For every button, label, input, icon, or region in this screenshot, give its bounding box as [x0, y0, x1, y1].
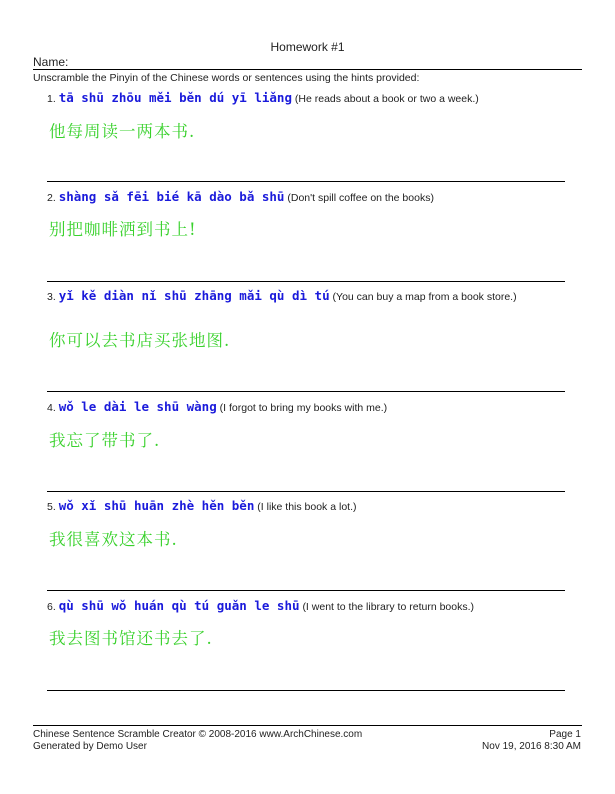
english-hint: (I forgot to bring my books with me.)	[219, 402, 388, 414]
question-4	[47, 399, 567, 416]
question-number: 5.	[47, 501, 56, 513]
footer-date: Nov 19, 2016 8:30 AM	[482, 741, 581, 752]
footer-generated-by: Generated by Demo User	[33, 741, 147, 752]
answer-4: 我忘了带书了.	[49, 431, 161, 450]
question-1	[47, 90, 567, 107]
question-number: 6.	[47, 601, 56, 613]
question-number: 4.	[47, 402, 56, 414]
pinyin-scramble: tā shū zhōu měi běn dú yī liǎng	[58, 90, 292, 105]
answer-6: 我去图书馆还书去了.	[49, 629, 213, 648]
answer-line-1	[47, 181, 565, 182]
answer-line-5	[47, 590, 565, 591]
footer-page-number: Page 1	[549, 729, 581, 740]
english-hint: (I like this book a lot.)	[257, 501, 357, 513]
footer-left	[33, 729, 362, 753]
name-label: Name:	[33, 55, 69, 69]
question-number: 2.	[47, 192, 56, 204]
answer-line-2	[47, 281, 565, 282]
page-title: Homework #1	[270, 40, 345, 54]
instructions: Unscramble the Pinyin of the Chinese words or sentences using the hints provided:	[33, 72, 420, 84]
pinyin-scramble: wǒ le dài le shū wàng	[58, 399, 217, 414]
english-hint: (You can buy a map from a book store.)	[332, 291, 517, 303]
answer-5: 我很喜欢这本书.	[49, 530, 178, 549]
footer-right	[482, 729, 581, 753]
english-hint: (Don't spill coffee on the books)	[287, 192, 434, 204]
pinyin-scramble: qù shū wǒ huán qù tú guǎn le shū	[58, 598, 300, 613]
footer-credit: Chinese Sentence Scramble Creator © 2008-2016 www.ArchChinese.com	[33, 729, 363, 740]
answer-3: 你可以去书店买张地图.	[49, 331, 231, 350]
name-line	[33, 69, 582, 70]
answer-line-6	[47, 690, 565, 691]
question-2	[47, 189, 567, 206]
footer-line	[33, 725, 582, 726]
answer-1: 他每周读一两本书.	[49, 122, 196, 141]
pinyin-scramble: yǐ kě diàn nǐ shū zhāng mǎi qù dì tú	[58, 288, 330, 303]
question-number: 1.	[47, 93, 56, 105]
english-hint: (He reads about a book or two a week.)	[294, 93, 479, 105]
question-3	[47, 288, 567, 305]
question-number: 3.	[47, 291, 56, 303]
pinyin-scramble: wǒ xǐ shū huān zhè hěn běn	[58, 498, 255, 513]
pinyin-scramble: shàng sǎ fēi bié kā dào bǎ shū	[58, 189, 285, 204]
question-5	[47, 498, 567, 515]
answer-line-4	[47, 491, 565, 492]
question-6	[47, 598, 567, 615]
english-hint: (I went to the library to return books.)	[302, 601, 475, 613]
answer-line-3	[47, 391, 565, 392]
answer-2: 别把咖啡洒到书上!	[49, 220, 197, 239]
